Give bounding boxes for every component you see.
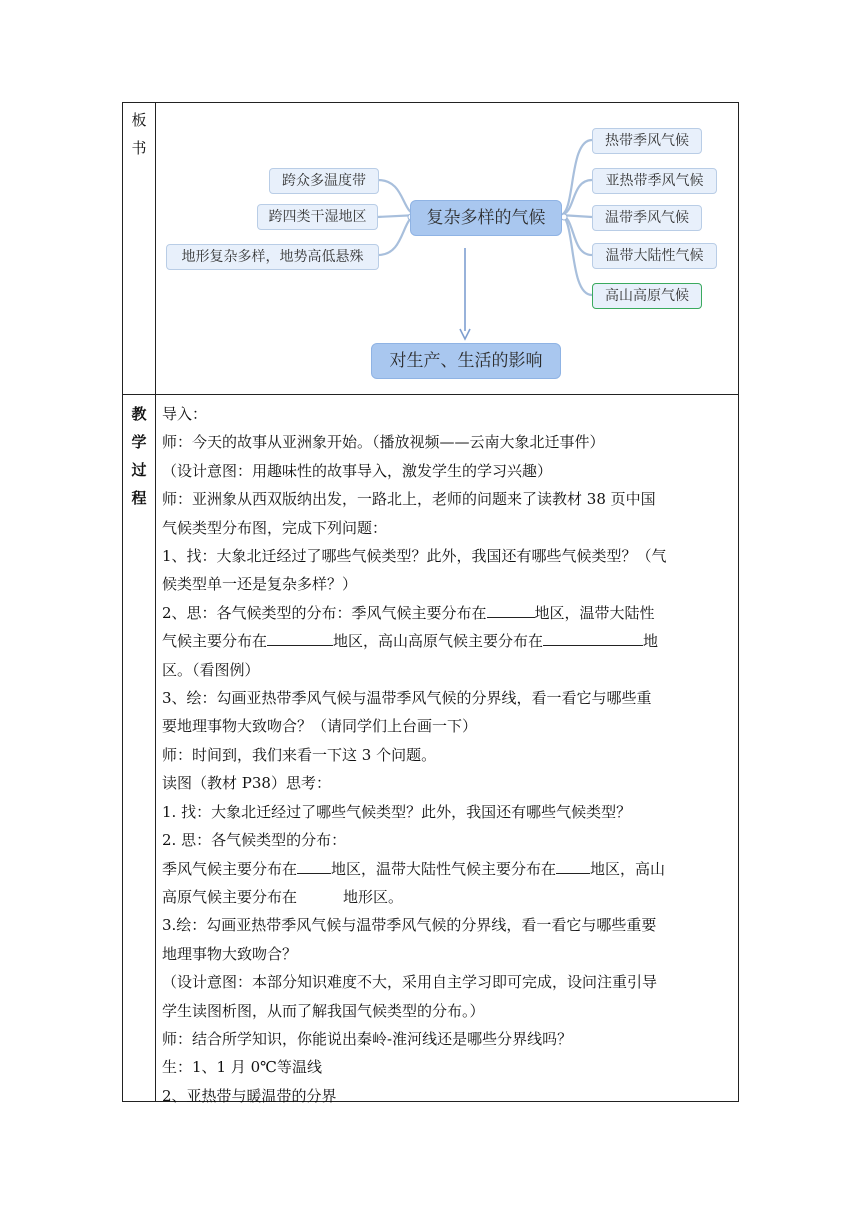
right-node-5: 高山高原气候 [592,283,702,309]
table-border-left [122,102,123,1102]
content-line [162,627,734,655]
content-line: 师：时间到，我们来看一下这 3 个问题。 [162,745,437,764]
content-segment: 高原气候主要分布在 [162,887,298,906]
content-segment: 地 [643,632,659,651]
fill-in-blank [487,601,535,618]
center-node: 复杂多样的气候 [410,200,562,236]
content-line: 师：亚洲象从西双版纳出发，一路北上，老师的问题来了读教材 38 页中国 [162,490,656,509]
process-label-char-2: 学 [131,433,147,451]
content-line [162,599,734,627]
content-line: （设计意图：本部分知识难度不大，采用自主学习即可完成，设问注重引导 [162,973,658,992]
process-label-char-1: 教 [131,405,147,423]
fill-in-blank [267,629,333,646]
left-node-1: 跨众多温度带 [269,168,379,194]
content-line: 2. 思：各气候类型的分布： [162,831,347,850]
connector-right-1 [560,140,592,215]
content-line: 生：1、1 月 0℃等温线 [162,1058,322,1077]
table-row-divider [122,394,739,395]
content-segment: 地区，温带大陆性气候主要分布在 [331,859,557,878]
content-segment: 2、思：各气候类型的分布：季风气候主要分布在 [162,603,487,622]
content-segment: 地区，温带大陆性 [534,603,655,622]
content-line: 地理事物大致吻合？ [162,944,298,963]
content-line: 候类型单一还是复杂多样？） [162,575,358,594]
connector-right-4 [560,215,592,255]
content-line: 师：今天的故事从亚洲象开始。（播放视频——云南大象北迁事件） [162,433,605,452]
bottom-node: 对生产、生活的影响 [371,343,561,379]
right-node-1: 热带季风气候 [592,128,702,154]
content-line: 3.绘：勾画亚热带季风气候与温带季风气候的分界线，看一看它与哪些重要 [162,916,657,935]
fill-in-blank [543,629,643,646]
content-line: 1、找：大象北迁经过了哪些气候类型？此外，我国还有哪些气候类型？（气 [162,547,667,566]
process-label-char-4: 程 [131,489,147,507]
content-line: 师：结合所学知识，你能说出秦岭-淮河线还是哪些分界线吗？ [162,1029,573,1048]
board-label-char-2: 书 [131,139,147,157]
content-line [162,883,734,911]
content-line: 2、亚热带与暖温带的分界 [162,1086,337,1105]
fill-in-blank [297,857,331,874]
right-node-4: 温带大陆性气候 [592,243,717,269]
board-label [123,106,155,162]
mind-map [156,103,738,393]
process-label-char-3: 过 [131,461,147,479]
content-line: 要地理事物大致吻合？（请同学们上台画一下） [162,717,478,736]
left-node-2: 跨四类干湿地区 [257,204,378,230]
content-segment: 地形区。 [343,887,404,906]
content-segment: 地区，高山高原气候主要分布在 [333,632,544,651]
content-line: 学生读图析图，从而了解我国气候类型的分布。） [162,1001,485,1020]
content-line: 3、绘：勾画亚热带季风气候与温带季风气候的分界线，看一看它与哪些重 [162,689,652,708]
process-content [162,400,734,1110]
content-line: 区。（看图例） [162,660,260,679]
content-line [162,855,734,883]
right-node-3: 温带季风气候 [592,205,702,231]
connector-right-2 [560,180,592,215]
fill-in-blank [556,857,590,874]
board-label-char-1: 板 [131,111,147,129]
right-node-2: 亚热带季风气候 [592,168,717,194]
content-line: 导入： [162,405,208,423]
content-segment: 地区，高山 [590,859,666,878]
content-line: （设计意图：用趣味性的故事导入，激发学生的学习兴趣） [162,461,553,480]
content-segment: 季风气候主要分布在 [162,859,298,878]
content-line: 气候类型分布图，完成下列问题： [162,518,388,537]
content-line: 1. 找：大象北迁经过了哪些气候类型？此外，我国还有哪些气候类型？ [162,802,632,821]
left-node-3: 地形复杂多样，地势高低悬殊 [166,244,379,270]
process-label [123,400,155,512]
content-segment: 气候主要分布在 [162,632,268,651]
content-line: 读图（教材 P38）思考： [162,774,331,793]
table-border-right [738,102,739,1102]
